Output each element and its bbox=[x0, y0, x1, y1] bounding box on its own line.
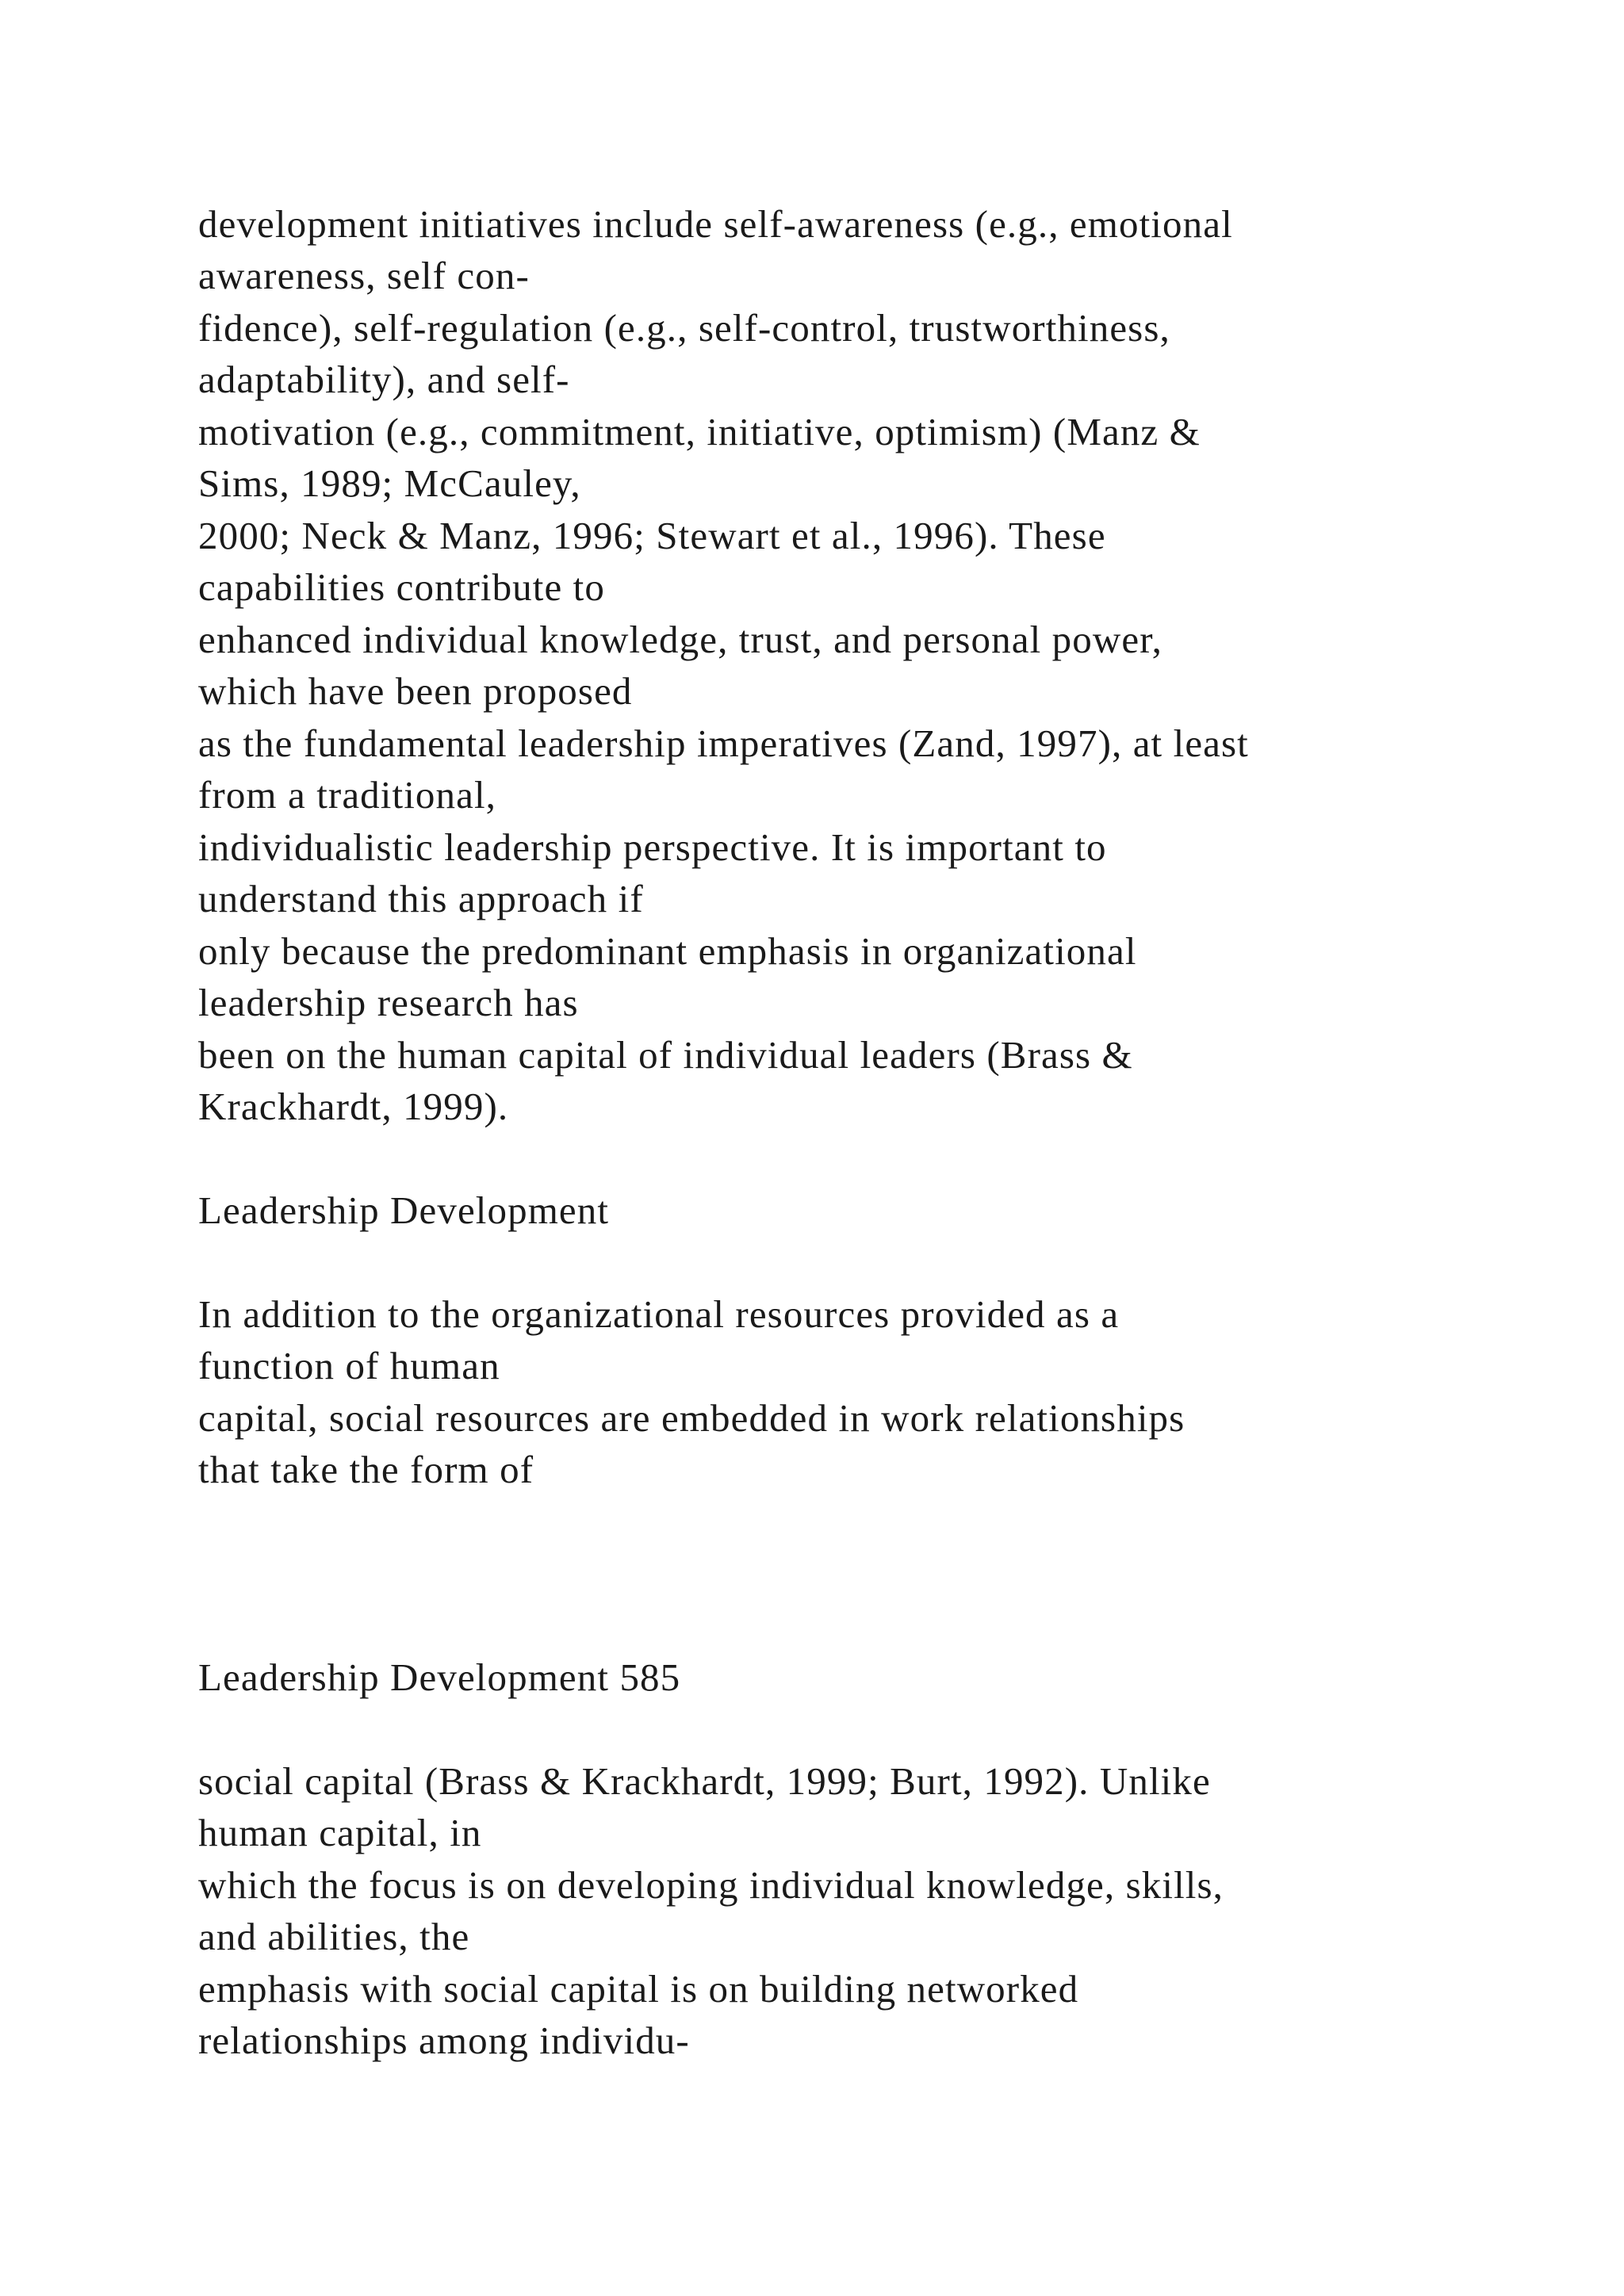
page-header: Leadership Development 585 bbox=[198, 1655, 681, 1699]
text-line: as the fundamental leadership imperatives (Zand, 1997), at least bbox=[198, 721, 1249, 765]
text-line: individualistic leadership perspective. It is important to bbox=[198, 825, 1107, 869]
text-line: been on the human capital of individual leaders (Brass & bbox=[198, 1033, 1133, 1077]
text-line: adaptability), and self- bbox=[198, 358, 570, 401]
text-line: capital, social resources are embedded in work relationships bbox=[198, 1396, 1185, 1440]
text-line: only because the predominant emphasis in organizational bbox=[198, 929, 1137, 973]
text-line: social capital (Brass & Krackhardt, 1999; Burt, 1992). Unlike bbox=[198, 1759, 1211, 1803]
text-line: Krackhardt, 1999). bbox=[198, 1085, 509, 1128]
text-line: understand this approach if bbox=[198, 877, 644, 920]
text-line: which the focus is on developing individual knowledge, skills, bbox=[198, 1863, 1224, 1907]
text-line: awareness, self con- bbox=[198, 254, 530, 297]
section-heading: Leadership Development bbox=[198, 1188, 610, 1232]
text-line: 2000; Neck & Manz, 1996; Stewart et al., 1996). These bbox=[198, 514, 1106, 557]
text-line: human capital, in bbox=[198, 1811, 482, 1854]
text-line: motivation (e.g., commitment, initiative, optimism) (Manz & bbox=[198, 410, 1201, 453]
text-line: Sims, 1989; McCauley, bbox=[198, 461, 581, 505]
text-line: relationships among individu- bbox=[198, 2019, 690, 2062]
text-line: and abilities, the bbox=[198, 1915, 470, 1958]
text-line: In addition to the organizational resources provided as a bbox=[198, 1292, 1120, 1336]
text-line: from a traditional, bbox=[198, 773, 497, 817]
text-line: development initiatives include self-awareness (e.g., emotional bbox=[198, 202, 1233, 246]
text-line: emphasis with social capital is on building networked bbox=[198, 1967, 1079, 2011]
text-line: that take the form of bbox=[198, 1448, 534, 1491]
text-line: which have been proposed bbox=[198, 669, 633, 713]
text-line: capabilities contribute to bbox=[198, 565, 606, 609]
text-line: leadership research has bbox=[198, 981, 579, 1024]
text-line: enhanced individual knowledge, trust, and personal power, bbox=[198, 618, 1162, 661]
text-line: fidence), self-regulation (e.g., self-control, trustworthiness, bbox=[198, 306, 1170, 350]
text-line: function of human bbox=[198, 1344, 500, 1387]
